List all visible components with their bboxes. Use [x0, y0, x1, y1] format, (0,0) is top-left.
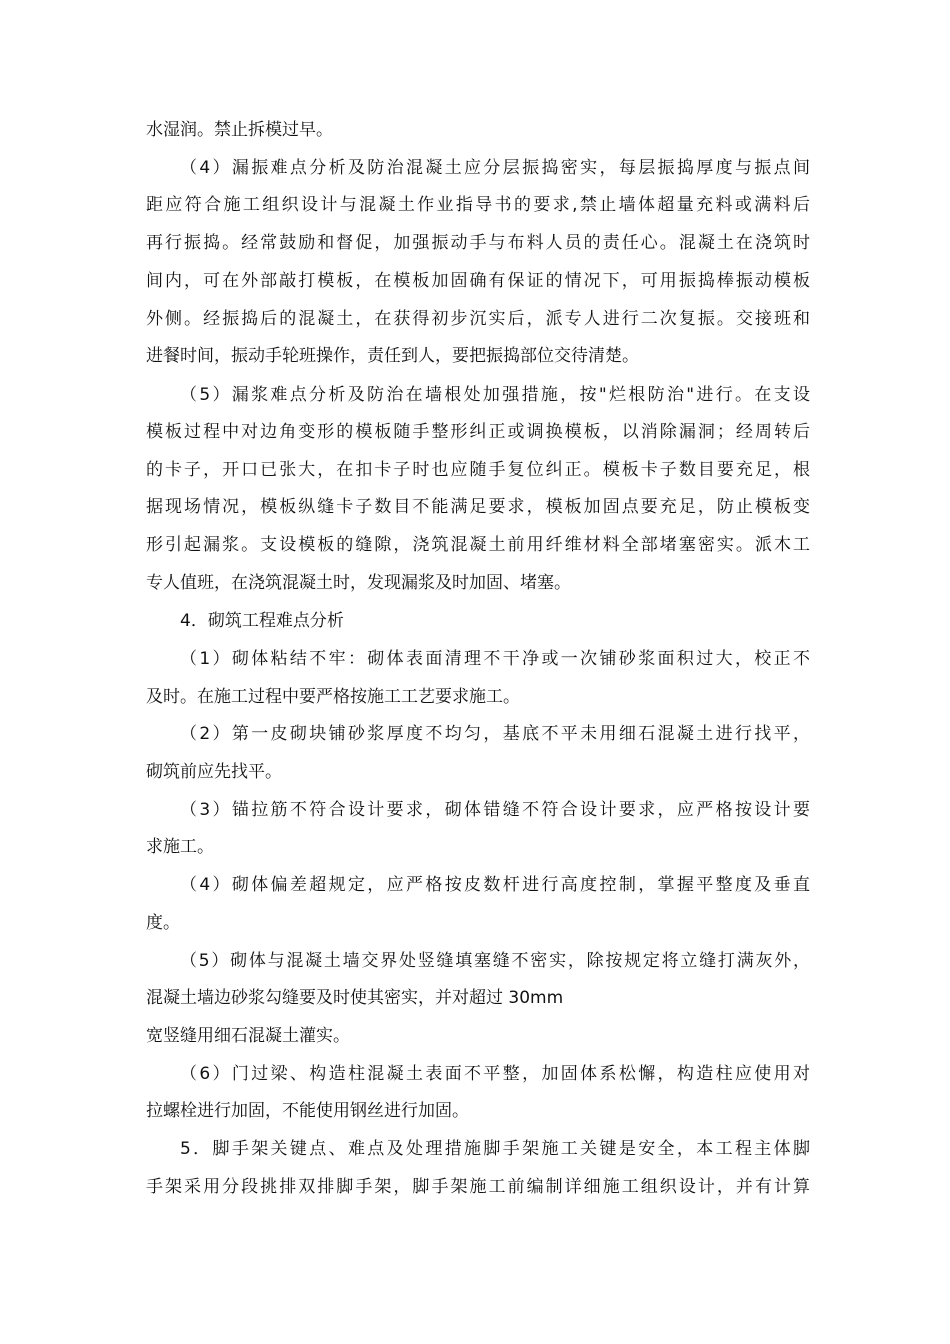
- text-line: 混凝土墙边砂浆勾缝要及时使其密实，并对超过 30mm: [146, 988, 564, 1008]
- text-line: 手架采用分段挑排双排脚手架，脚手架施工前编制详细施工组织设计，并有计算: [146, 1177, 810, 1197]
- text-line: 再行振捣。经常鼓励和督促，加强振动手与布料人员的责任心。混凝土在浇筑时: [146, 233, 810, 253]
- text-line: （5）漏浆难点分析及防治在墙根处加强措施，按"烂根防治"进行。在支设: [180, 385, 810, 405]
- text-line: 据现场情况，模板纵缝卡子数目不能满足要求，模板加固点要充足，防止模板变: [146, 497, 810, 517]
- text-line: 模板过程中对边角变形的模板随手整形纠正或调换模板，以消除漏洞；经周转后: [146, 422, 810, 442]
- text-line: 及时。在施工过程中要严格按施工工艺要求施工。: [146, 687, 520, 707]
- text-line: （4）漏振难点分析及防治混凝土应分层振捣密实，每层振捣厚度与振点间: [180, 158, 810, 178]
- text-line: 宽竖缝用细石混凝土灌实。: [146, 1026, 350, 1046]
- text-line: 5．脚手架关键点、难点及处理措施脚手架施工关键是安全，本工程主体脚: [180, 1139, 810, 1159]
- text-line: 间内，可在外部敲打模板，在模板加固确有保证的情况下，可用振捣棒振动模板: [146, 271, 810, 291]
- text-line: （6）门过梁、构造柱混凝土表面不平整，加固体系松懈，构造柱应使用对: [180, 1064, 810, 1084]
- text-line: （2）第一皮砌块铺砂浆厚度不均匀，基底不平未用细石混凝土进行找平，: [180, 724, 810, 744]
- text-line: 的卡子，开口已张大，在扣卡子时也应随手复位纠正。模板卡子数目要充足，根: [146, 460, 810, 480]
- text-line: 专人值班，在浇筑混凝土时，发现漏浆及时加固、堵塞。: [146, 573, 571, 593]
- text-line: 砌筑前应先找平。: [146, 762, 282, 782]
- text-line: （5）砌体与混凝土墙交界处竖缝填塞缝不密实，除按规定将立缝打满灰外，: [180, 951, 810, 971]
- text-line: 度。: [146, 913, 180, 933]
- text-line: 外侧。经振捣后的混凝土，在获得初步沉实后，派专人进行二次复振。交接班和: [146, 309, 810, 329]
- text-line: （4）砌体偏差超规定，应严格按皮数杆进行高度控制，掌握平整度及垂直: [180, 875, 810, 895]
- text-line: 拉螺栓进行加固，不能使用钢丝进行加固。: [146, 1101, 469, 1121]
- text-line: （1）砌体粘结不牢：砌体表面清理不干净或一次铺砂浆面积过大，校正不: [180, 649, 810, 669]
- text-line: （3）锚拉筋不符合设计要求，砌体错缝不符合设计要求，应严格按设计要: [180, 800, 810, 820]
- text-line: 距应符合施工组织设计与混凝土作业指导书的要求,禁止墙体超量充料或满料后: [146, 195, 810, 215]
- text-line: 求施工。: [146, 837, 214, 857]
- section-heading: 4．砌筑工程难点分析: [180, 611, 344, 631]
- text-line: 形引起漏浆。支设模板的缝隙，浇筑混凝土前用纤维材料全部堵塞密实。派木工: [146, 535, 810, 555]
- text-line: 水湿润。禁止拆模过早。: [146, 120, 333, 140]
- text-line: 进餐时间，振动手轮班操作，责任到人，要把振捣部位交待清楚。: [146, 346, 639, 366]
